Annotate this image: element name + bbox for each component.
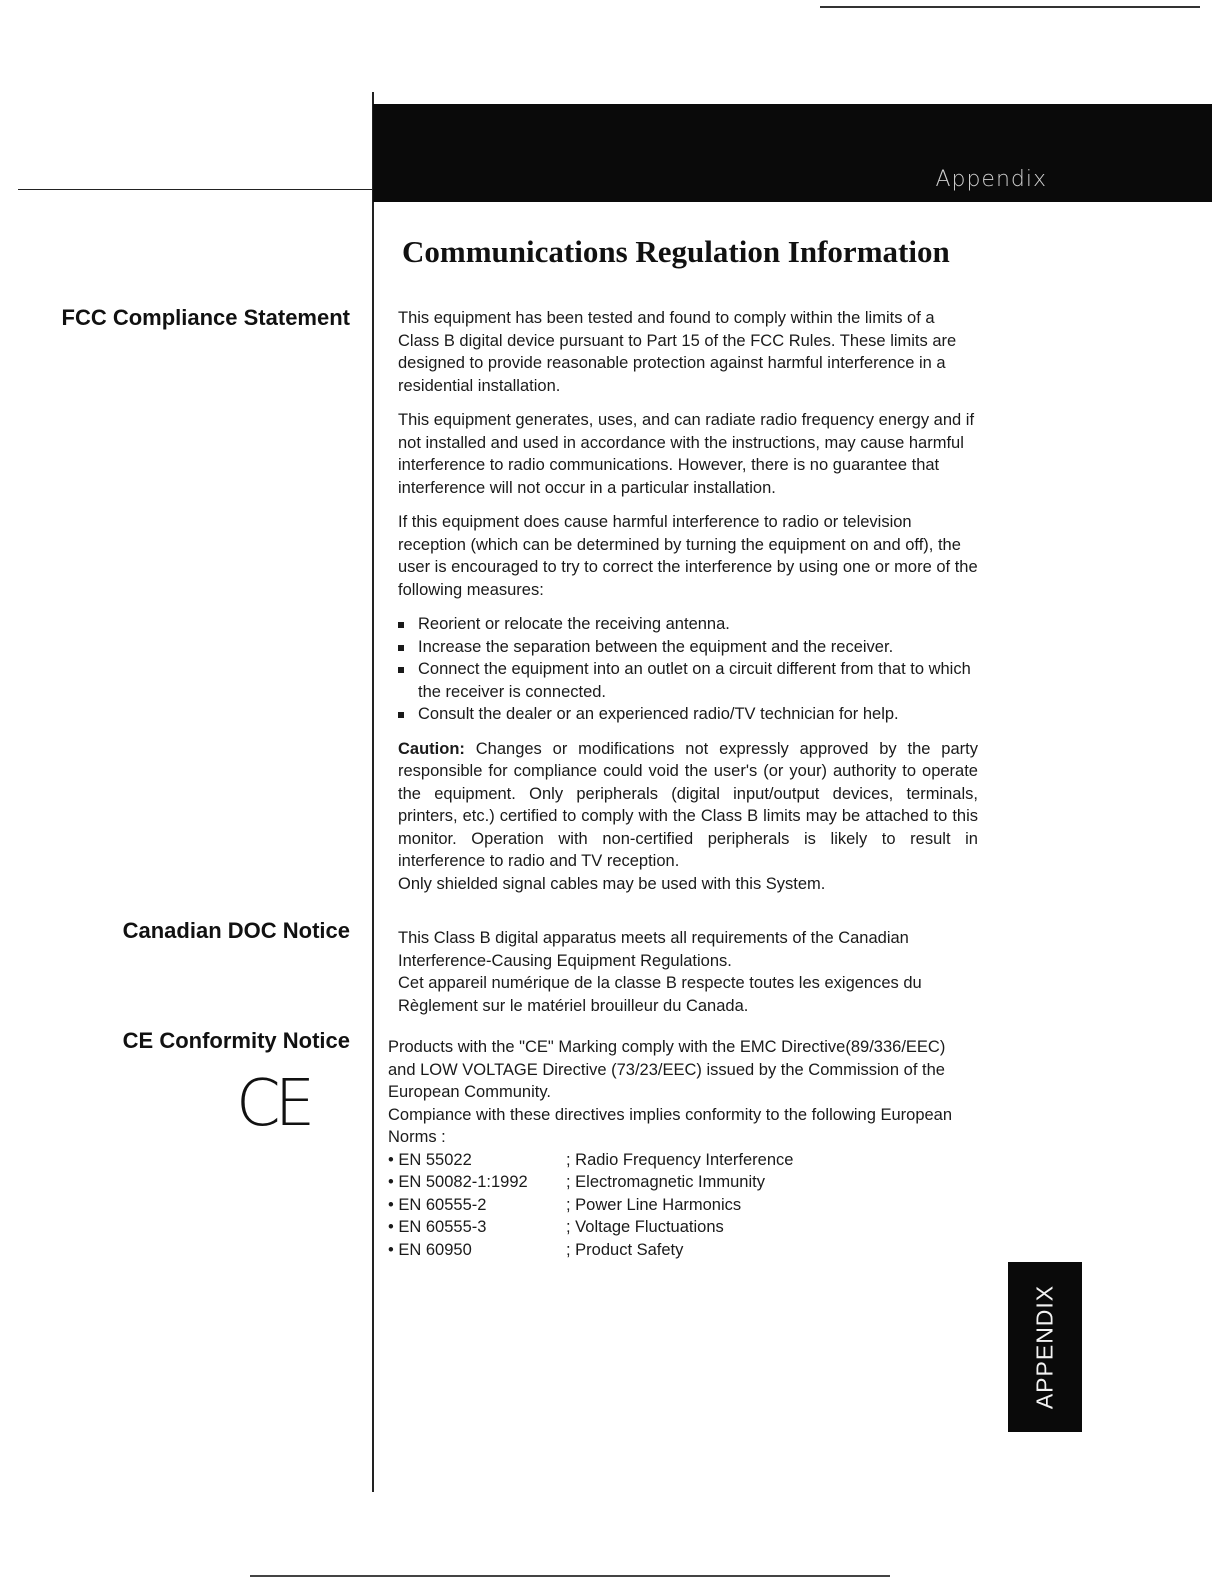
norm-desc: ; Power Line Harmonics [566, 1195, 742, 1214]
section-label: Appendix [935, 167, 1047, 192]
fcc-paragraph-3: If this equipment does cause harmful interference to radio or television reception (which can be determined by turning the equipment on and off), the user is encouraged to try to correct the interference by using one or more of the following measures: [398, 513, 978, 599]
list-item: Connect the equipment into an outlet on a circuit different from that to which the receiver is connected. [398, 658, 978, 703]
norm-code: • EN 55022 [388, 1150, 472, 1169]
norm-desc: ; Radio Frequency Interference [566, 1150, 794, 1169]
measures-list [398, 613, 978, 726]
list-item: Reorient or relocate the receiving antenna. [398, 613, 978, 636]
fcc-section [398, 307, 978, 895]
caution-text: Changes or modifications not expressly approved by the party responsible for compliance could void the user's (or your) authority to operate the equipment. Only peripherals (digital input/output devices, terminals, printers, etc.) certified to comply with the Class B limits may be attached to this monitor. Operation with non-certified peripherals is likely to result in interference to radio and TV reception. [398, 739, 978, 870]
norm-code: • EN 60555-3 [388, 1218, 487, 1236]
doc-english: This Class B digital apparatus meets all requirements of the Canadian Interference-Causing Equipment Regulations. [398, 929, 909, 970]
fcc-paragraph-2: This equipment generates, uses, and can radiate radio frequency energy and if not installed and used in accordance with the instructions, may cause harmful interference to radio communications. However, there is no guarantee that interference will not occur in a particular installation. [398, 411, 975, 497]
norm-code: • EN 60555-2 [388, 1195, 487, 1214]
norm-desc: ; Voltage Fluctuations [566, 1218, 724, 1236]
norms-list [388, 1149, 968, 1262]
side-tab-label: APPENDIX [1031, 1284, 1058, 1410]
ce-heading: CE Conformity Notice [122, 1028, 350, 1053]
fcc-paragraph-1: This equipment has been tested and found to comply within the limits of a Class B digital device pursuant to Part 15 of the FCC Rules. These limits are designed to provide reasonable protection against harmful interference in a residential installation. [398, 309, 957, 395]
list-item: Increase the separation between the equipment and the receiver. [398, 636, 978, 659]
left-rule [18, 189, 373, 190]
ce-mark-icon: CE [236, 1067, 310, 1141]
norm-code: • EN 60950 [388, 1240, 472, 1259]
appendix-side-tab [1008, 1262, 1082, 1432]
page-title: Communications Regulation Information [402, 234, 950, 269]
scan-artifact-top [820, 6, 1200, 8]
norm-code: • EN 50082-1:1992 [388, 1173, 528, 1191]
vertical-divider [372, 92, 374, 1492]
norm-desc: ; Product Safety [566, 1240, 684, 1259]
list-item: Consult the dealer or an experienced radio/TV technician for help. [398, 703, 978, 726]
ce-intro: Products with the "CE" Marking comply with the EMC Directive(89/336/EEC) and LOW VOLTAGE Directive (73/23/EEC) issued by the Commission of the European Community. [388, 1038, 946, 1101]
caution-label: Caution: [398, 739, 465, 758]
ce-section [388, 1036, 968, 1261]
doc-french: Cet appareil numérique de la classe B respecte toutes les exigences du Règlement sur le matériel brouilleur du Canada. [398, 974, 922, 1015]
scan-artifact-bottom [250, 1575, 890, 1577]
doc-section [398, 927, 978, 1017]
header-bar [373, 104, 1212, 202]
caution-paragraph [398, 738, 978, 873]
shielded-note: Only shielded signal cables may be used with this System. [398, 874, 826, 893]
fcc-heading: FCC Compliance Statement [61, 305, 350, 330]
doc-heading: Canadian DOC Notice [122, 918, 350, 943]
norm-desc: ; Electromagnetic Immunity [566, 1173, 765, 1191]
ce-norms-intro: Compiance with these directives implies conformity to the following European Norms : [388, 1105, 953, 1146]
